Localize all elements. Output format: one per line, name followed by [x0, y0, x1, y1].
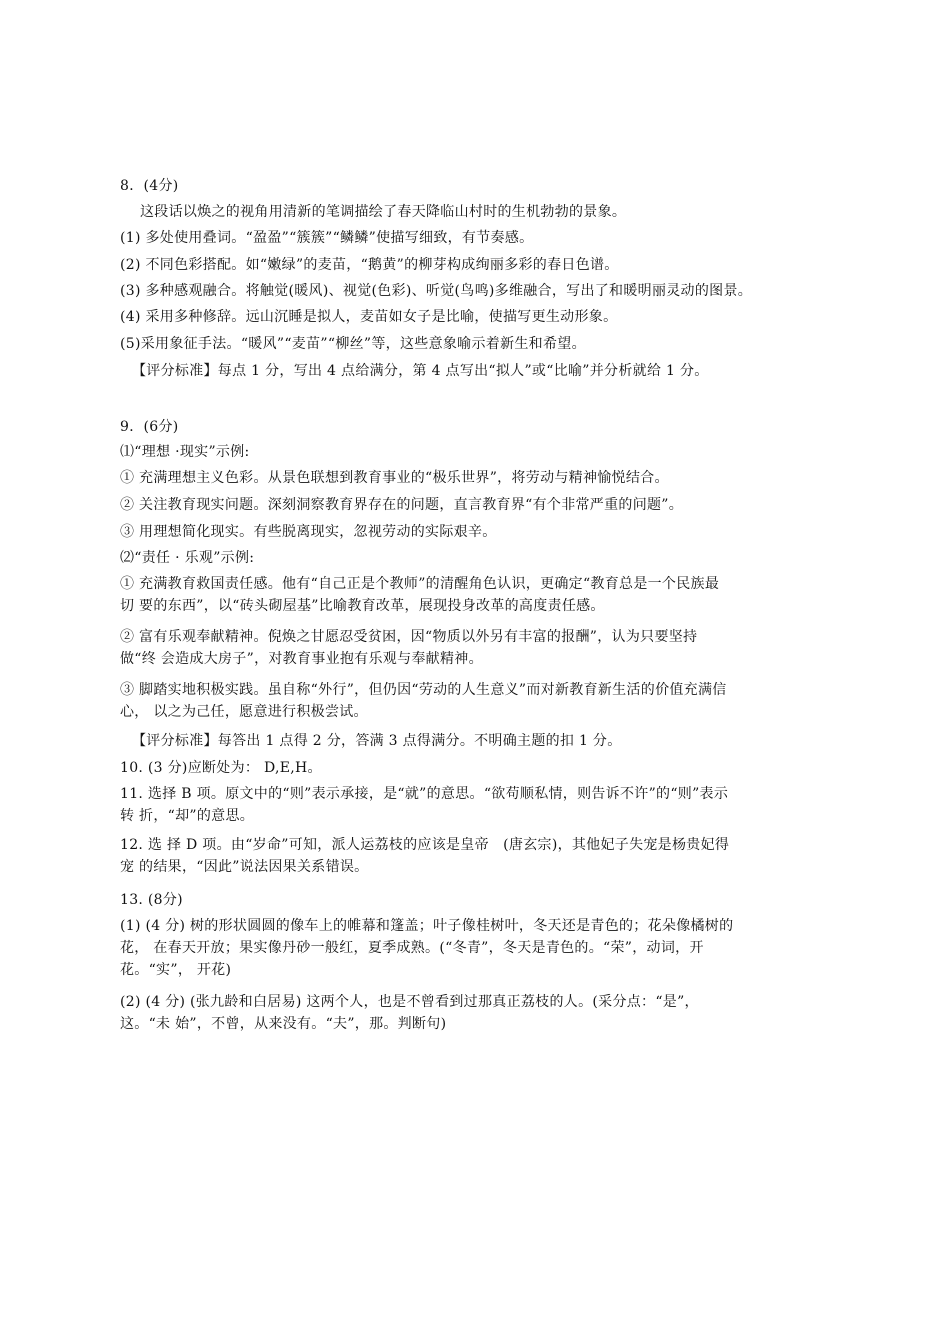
q9-sub1-item-2: ② 关注教育现实问题。深刻洞察教育界存在的问题，直言教育界“有个非常严重的问题”。 — [120, 497, 684, 513]
q9-sub2-item-1-line-1: ① 充满教育救国责任感。他有“自己正是个教师”的清醒角色认识，更确定“教育总是一个民族最 — [120, 576, 720, 592]
q8-point-4: (4) 采用多种修辞。远山沉睡是拟人，麦苗如女子是比喻，使描写更生动形象。 — [120, 309, 618, 325]
q9-sub2-title: ⑵“责任 · 乐观”示例: — [120, 550, 255, 566]
q9-sub1-item-3: ③ 用理想简化现实。有些脱离现实，忽视劳动的实际艰辛。 — [120, 524, 497, 540]
q13-part2-line-1: (2) (4 分) (张九龄和白居易) 这两个人，也是不曾看到过那真正荔枝的人。(采分点：“是”， — [120, 994, 699, 1010]
q9-sub2-item-1-line-2: 切 要的东西”，以“砖头砌屋基”比喻教育改革，展现投身改革的高度责任感。 — [120, 598, 605, 614]
q13-part1-line-1: (1) (4 分) 树的形状圆圆的像车上的帷幕和篷盖；叶子像桂树叶，冬天还是青色的；花朵像橘树的 — [120, 918, 734, 934]
q8-point-3: (3) 多种感观融合。将触觉(暖风)、视觉(色彩)、听觉(鸟鸣)多维融合，写出了和暖明丽灵动的图景。 — [120, 283, 753, 299]
q13-part1-line-2: 花， 在春天开放；果实像丹砂一般红，夏季成熟。(“冬青”，冬天是青色的。“荣”，动词，开 — [120, 940, 704, 956]
q8-point-1: (1) 多处使用叠词。“盈盈”“簇簇”“鳞鳞”使描写细致，有节奏感。 — [120, 230, 534, 246]
q13-heading: 13. (8分) — [120, 892, 183, 908]
q13-part1-line-3: 花。“实”， 开花) — [120, 962, 232, 978]
q10-answer: 10. (3 分)应断处为： D,E,H。 — [120, 760, 322, 776]
q11-line-1: 11. 选择 B 项。原文中的“则”表示承接，是“就”的意思。“欲苟顺私情，则告诉不许”的“则”表示 — [120, 786, 729, 802]
q8-point-5: (5)采用象征手法。“暖风”“麦苗”“柳丝”等，这些意象喻示着新生和希望。 — [120, 336, 586, 352]
q9-sub2-item-3-line-1: ③ 脚踏实地积极实践。虽自称“外行”，但仍因“劳动的人生意义”而对新教育新生活的价值充满信 — [120, 682, 727, 698]
q9-sub2-item-2-line-1: ② 富有乐观奉献精神。倪焕之甘愿忍受贫困，因“物质以外另有丰富的报酬”，认为只要坚持 — [120, 629, 698, 645]
q9-sub2-item-2-line-2: 做“终 会造成大房子”，对教育事业抱有乐观与奉献精神。 — [120, 651, 483, 667]
q12-line-1: 12. 选 择 D 项。由“岁命”可知，派人运荔枝的应该是皇帝 (唐玄宗)，其他妃子失宠是杨贵妃得 — [120, 837, 730, 853]
q8-point-2: (2) 不同色彩搭配。如“嫩绿”的麦苗，“鹅黄”的柳芽构成绚丽多彩的春日色谱。 — [120, 257, 619, 273]
q9-sub1-title: ⑴“理想 ·现实”示例: — [120, 444, 250, 460]
q8-intro: 这段话以焕之的视角用清新的笔调描绘了春天降临山村时的生机勃勃的景象。 — [140, 204, 627, 220]
q11-line-2: 转 折，“却”的意思。 — [120, 808, 255, 824]
q9-heading: 9．(6分) — [120, 419, 179, 435]
q8-heading: 8．(4分) — [120, 178, 179, 194]
q9-sub2-item-3-line-2: 心， 以之为己任，愿意进行积极尝试。 — [120, 704, 368, 720]
q9-criteria: 【评分标准】每答出 1 点得 2 分，答满 3 点得满分。不明确主题的扣 1 分。 — [132, 733, 622, 749]
q12-line-2: 宠 的结果，“因此”说法因果关系错误。 — [120, 859, 369, 875]
q8-criteria: 【评分标准】每点 1 分，写出 4 点给满分，第 4 点写出“拟人”或“比喻”并分析就给 1 分。 — [132, 363, 709, 379]
q13-part2-line-2: 这。“未 始”，不曾，从来没有。“夫”，那。判断句) — [120, 1016, 447, 1032]
q9-sub1-item-1: ① 充满理想主义色彩。从景色联想到教育事业的“极乐世界”，将劳动与精神愉悦结合。 — [120, 470, 669, 486]
